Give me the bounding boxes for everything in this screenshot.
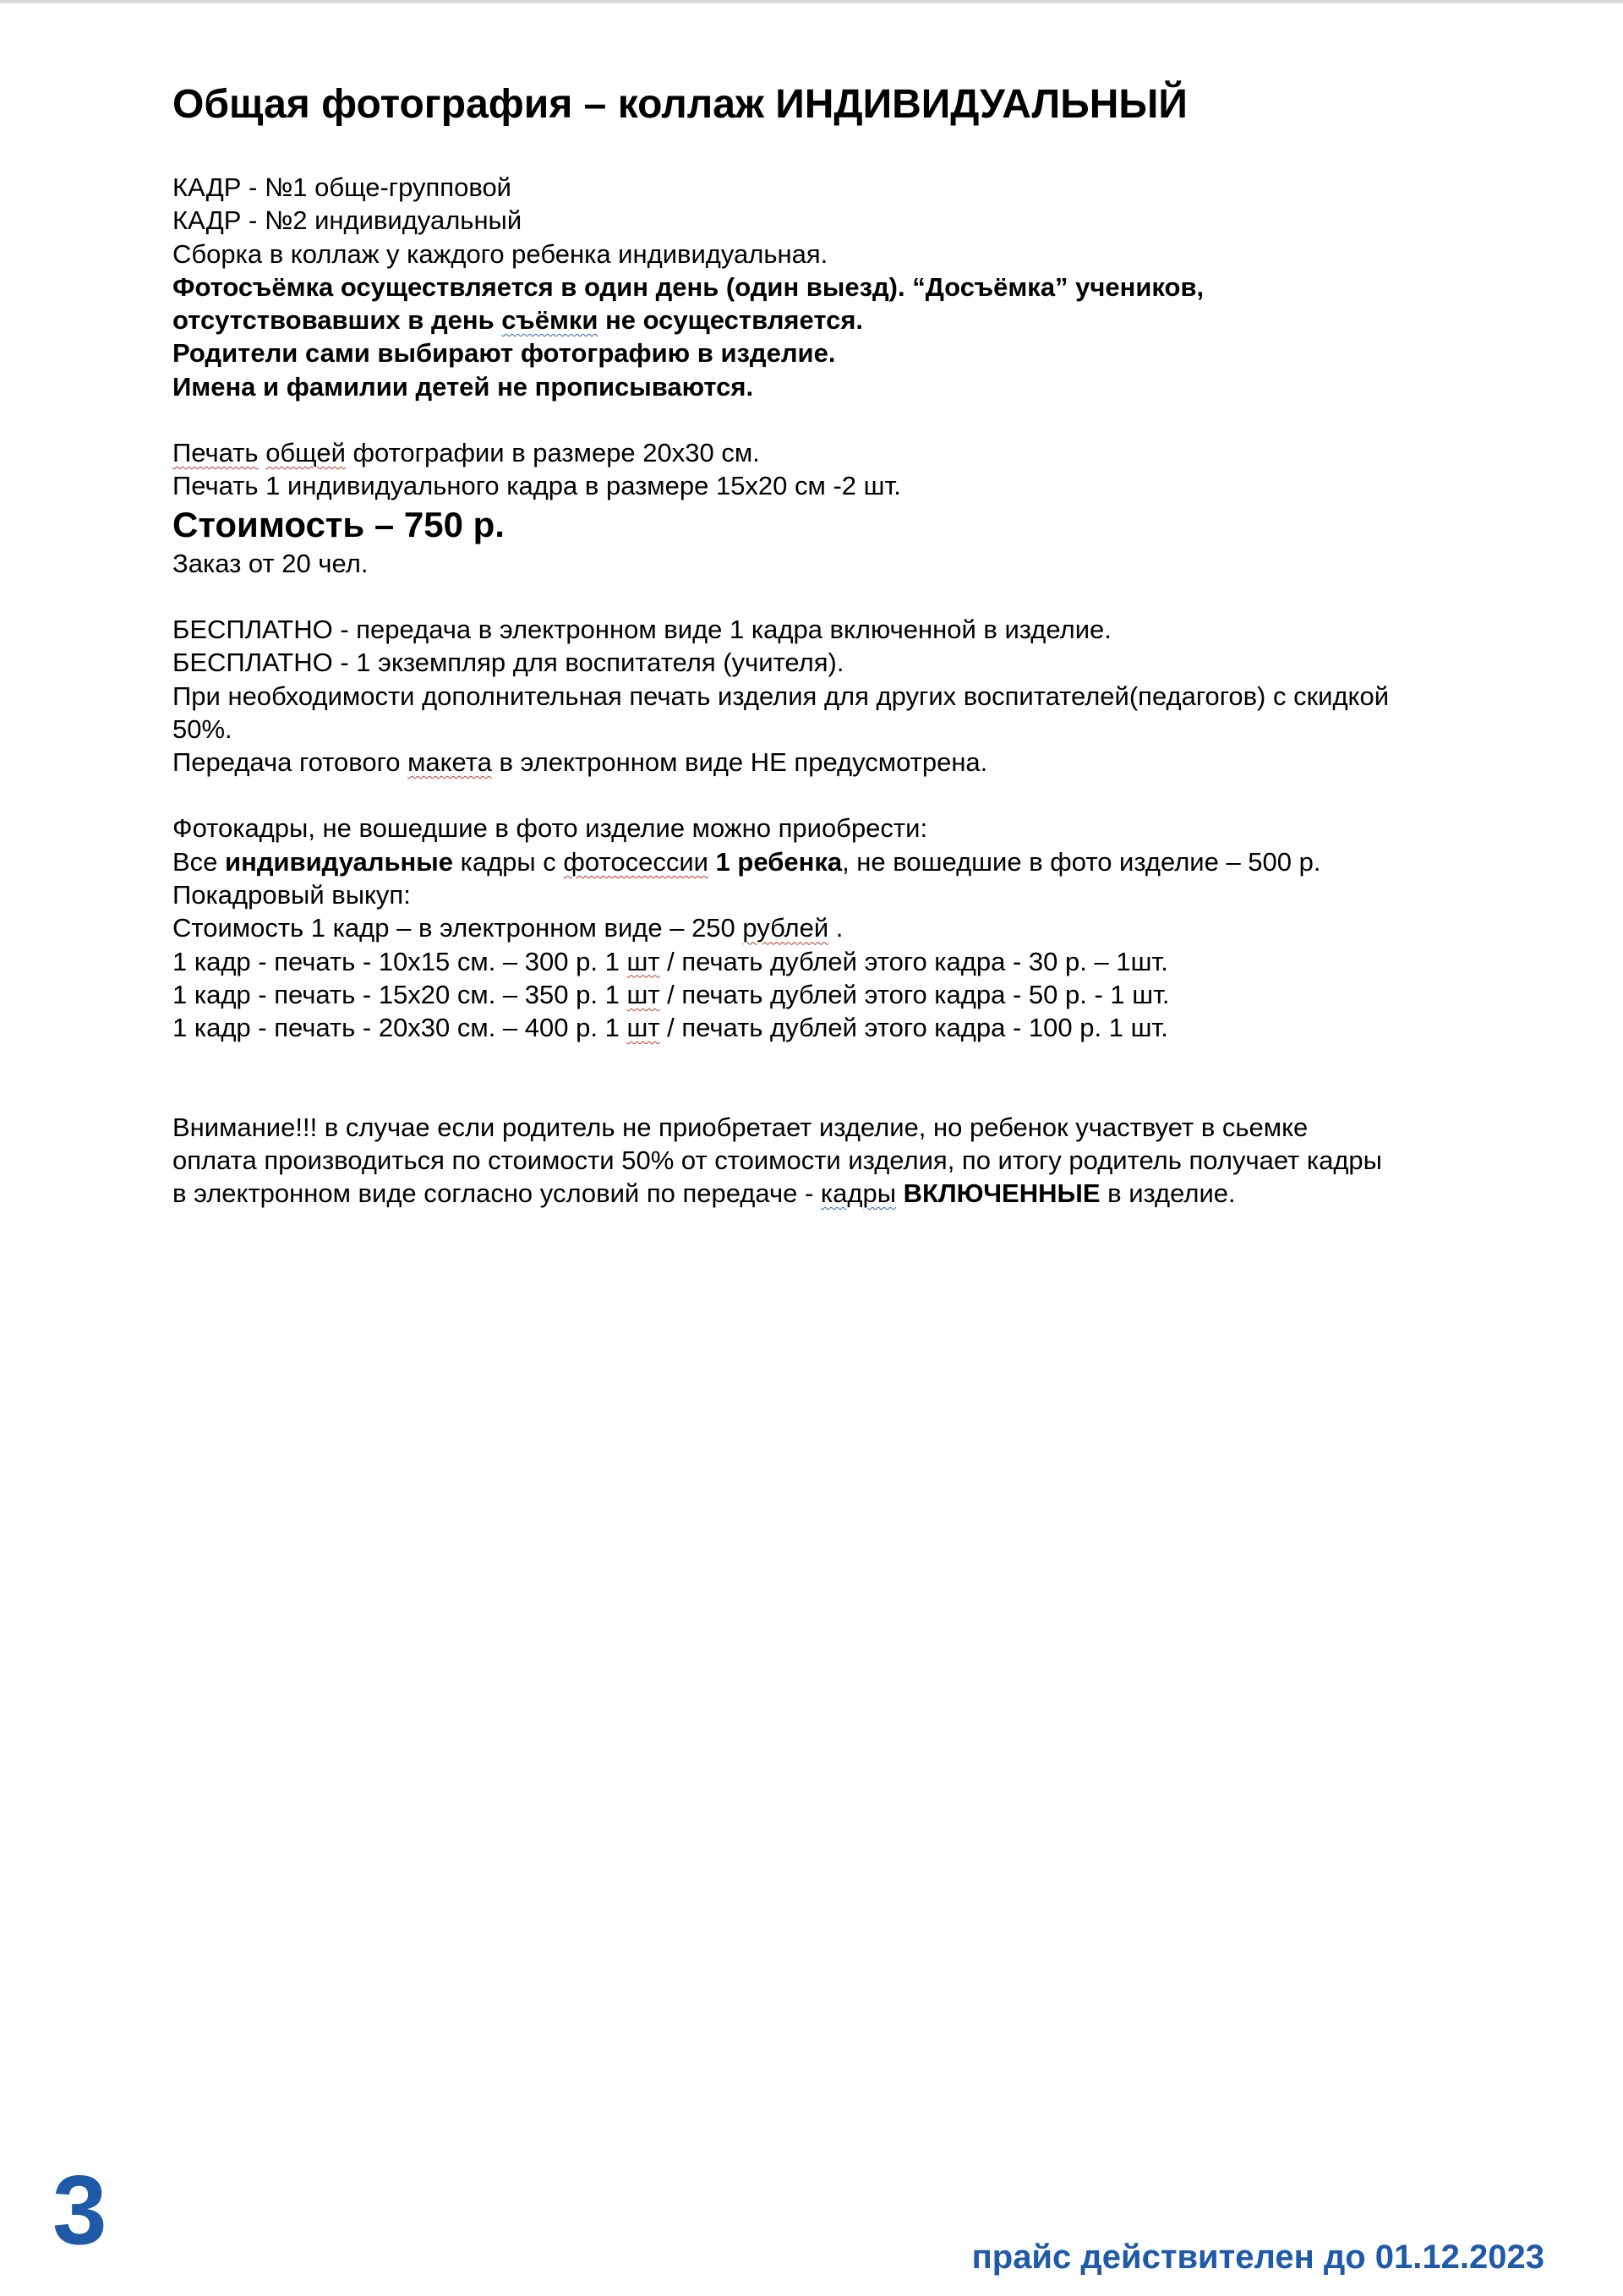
individual-word: индивидуальные <box>225 846 453 877</box>
space <box>896 1178 904 1208</box>
pcs-word: шт <box>626 946 660 976</box>
print-word: Печать <box>172 438 259 468</box>
attention-line-2: оплата производиться по стоимости 50% от стоимости изделия, по итогу родитель получает кадры <box>172 1145 1382 1175</box>
per-frame-heading: Покадровый выкуп: <box>172 880 411 910</box>
pcs-word: шт <box>626 1013 660 1043</box>
general-word: общей <box>265 438 346 468</box>
one-day-shoot-line: Фотосъёмка осуществляется в один день (один выезд). “Досъёмка” учеников, <box>172 271 1205 302</box>
digital-dot: . <box>828 913 844 943</box>
print-price-row <box>172 945 1542 978</box>
attention-block <box>172 1111 1542 1211</box>
print-price-row <box>172 978 1542 1011</box>
free-teacher-copy-line: БЕСПЛАТНО - 1 экземпляр для воспитателя (учителя). <box>172 648 844 678</box>
row-text-2: / печать дублей этого кадра - 30 р. – 1шт. <box>659 946 1168 976</box>
layout-transfer-line <box>172 746 1542 779</box>
extra-purchase-block <box>172 812 1542 1044</box>
frames-word: кадры <box>820 1178 896 1209</box>
general-print-text: фотографии в размере 20х30 см. <box>345 438 760 468</box>
no-reshoot-line <box>172 303 1542 336</box>
digital-text: Стоимость 1 кадр – в электронном виде – 250 <box>172 913 743 943</box>
photosession-word: фотосессии <box>563 846 708 877</box>
free-block <box>172 613 1542 779</box>
extra-print-discount-line: При необходимости дополнительная печать изделия для других воспитателей(педагогов) с скидкой 50%. <box>172 681 1390 744</box>
no-reshoot-text-1: отсутствовавших в день <box>172 305 502 336</box>
individual-print-line: Печать 1 индивидуального кадра в размере 15х20 см -2 шт. <box>172 471 901 501</box>
shoot-word: съёмки <box>501 305 598 336</box>
all-text-3: , не вошедшие в фото изделие – 500 р. <box>842 846 1321 877</box>
row-text-1: 1 кадр - печать - 15х20 см. – 350 р. 1 <box>172 979 627 1009</box>
general-print-line <box>172 436 1542 469</box>
attention-line-1: Внимание!!! в случае если родитель не приобретает изделие, но ребенок участвует в сьемке <box>172 1112 1309 1142</box>
space <box>259 438 266 467</box>
space <box>708 847 716 877</box>
print-price-row <box>172 1011 1542 1044</box>
pcs-word: шт <box>626 979 660 1009</box>
one-child-word: 1 ребенка <box>715 846 843 877</box>
digital-frame-price-line <box>172 911 1542 944</box>
row-text-1: 1 кадр - печать - 20х30 см. – 400 р. 1 <box>172 1013 627 1043</box>
parents-choose-line: Родители сами выбирают фотографию в изделие. <box>172 338 836 369</box>
row-text-2: / печать дублей этого кадра - 100 р. 1 шт. <box>659 1013 1168 1043</box>
conditions-block <box>172 271 1542 403</box>
included-word: ВКЛЮЧЕННЫЕ <box>903 1178 1101 1209</box>
layout-word: макета <box>407 747 492 778</box>
frame-2-line: КАДР - №2 индивидуальный <box>172 205 522 236</box>
names-not-printed-line: Имена и фамилии детей не прописываются. <box>172 371 754 402</box>
attention-line-3 <box>172 1177 1542 1210</box>
no-reshoot-text-2: не осуществляется. <box>598 305 864 336</box>
rubles-word: рублей <box>742 913 829 943</box>
all-text-1: Все <box>172 846 226 877</box>
print-block <box>172 436 1542 580</box>
page-title: Общая фотография – коллаж ИНДИВИДУАЛЬНЫЙ <box>172 82 1188 127</box>
frames-block <box>172 171 1542 271</box>
attention-text-1: в электронном виде согласно условий по передаче - <box>172 1178 821 1209</box>
min-order-line: Заказ от 20 чел. <box>172 548 369 578</box>
price-page <box>172 78 1542 1210</box>
price-label: Стоимость – 750 р. <box>172 504 505 544</box>
spacer <box>172 779 1542 812</box>
row-text-1: 1 кадр - печать - 10х15 см. – 300 р. 1 <box>172 946 627 976</box>
attention-text-2: в изделие. <box>1100 1178 1236 1209</box>
page-number: 3 <box>52 2155 107 2265</box>
top-border <box>0 0 1623 3</box>
layout-text-1: Передача готового <box>172 747 408 778</box>
row-text-2: / печать дублей этого кадра - 50 р. - 1 шт. <box>659 979 1170 1009</box>
spacer <box>172 1045 1542 1111</box>
price-validity-note: прайс действителен до 01.12.2023 <box>971 2239 1544 2276</box>
layout-text-2: в электронном виде НЕ предусмотрена. <box>491 747 988 778</box>
spacer <box>172 580 1542 613</box>
spacer <box>172 403 1542 436</box>
extra-heading: Фотокадры, не вошедшие в фото изделие можно приобрести: <box>172 813 928 844</box>
all-individual-frames-line <box>172 845 1542 878</box>
all-text-2: кадры с <box>452 846 564 877</box>
frame-1-line: КАДР - №1 обще-групповой <box>172 172 512 202</box>
free-electronic-line: БЕСПЛАТНО - передача в электронном виде 1 кадра включенной в изделие. <box>172 614 1112 644</box>
collage-assembly-line: Сборка в коллаж у каждого ребенка индивидуальная. <box>172 238 828 269</box>
